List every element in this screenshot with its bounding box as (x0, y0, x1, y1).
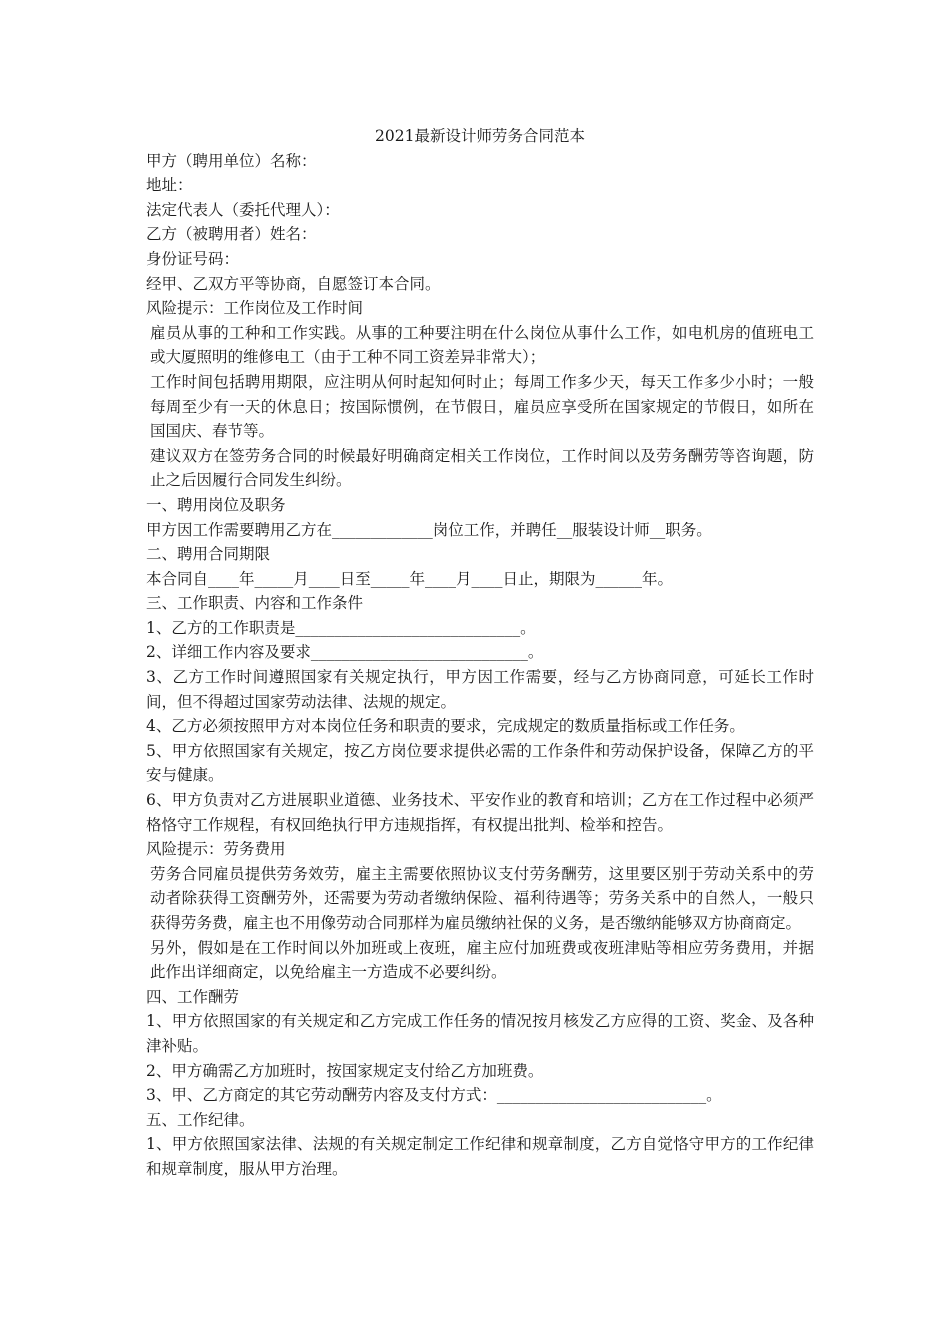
document-body (146, 124, 814, 1182)
agreement-statement: 经甲、乙双方平等协商，自愿签订本合同。 (146, 274, 441, 293)
contract-clause: 1、甲方依照国家法律、法规的有关规定制定工作纪律和规章制度，乙方自觉恪守甲方的工作纪律和规章制度，服从甲方治理。 (146, 1135, 814, 1178)
risk-notice-paragraph: 劳务合同雇员提供劳务效劳，雇主主需要依照协议支付劳务酬劳，这里要区别于劳动关系中的劳动者除获得工资酬劳外，还需要为劳动者缴纳保险、福利待遇等；劳务关系中的自然人，一般只获得劳务费，雇主也不用像劳动合同那样为雇员缴纳社保的义务，是否缴纳能够双方协商商定。 (150, 864, 814, 932)
risk-notice-paragraph: 雇员从事的工种和工作实践。从事的工种要注明在什么岗位从事什么工作，如电机房的值班电工或大厦照明的维修电工（由于工种不同工资差异非常大）； (150, 323, 814, 367)
risk-notice-paragraph: 建议双方在签劳务合同的时候最好明确商定相关工作岗位，工作时间以及劳务酬劳等咨询题，防止之后因履行合同发生纠纷。 (150, 446, 814, 490)
contract-clause: 2、详细工作内容及要求____________________________。 (146, 643, 544, 662)
risk-notice-heading: 风险提示：劳务费用 (146, 840, 286, 859)
contract-clause: 3、甲、乙方商定的其它劳动酬劳内容及支付方式：___________________________。 (146, 1086, 722, 1105)
section-heading: 五、工作纪律。 (146, 1110, 255, 1129)
contract-clause: 1、甲方依照国家的有关规定和乙方完成工作任务的情况按月核发乙方应得的工资、奖金、及各种津补贴。 (146, 1012, 814, 1055)
risk-notice-paragraph: 工作时间包括聘用期限，应注明从何时起知何时止；每周工作多少天，每天工作多少小时；一般每周至少有一天的休息日；按国际惯例，在节假日，雇员应享受所在国家规定的节假日，如所在国国庆、春节等。 (150, 372, 814, 441)
party-b-name-line: 乙方（被聘用者）姓名： (146, 225, 317, 244)
contract-clause: 5、甲方依照国家有关规定，按乙方岗位要求提供必需的工作条件和劳动保护设备，保障乙方的平安与健康。 (146, 741, 814, 785)
contract-clause: 甲方因工作需要聘用乙方在_____________岗位工作，并聘任__服装设计师__职务。 (146, 520, 712, 539)
section-heading: 三、工作职责、内容和工作条件 (146, 594, 364, 613)
contract-clause: 3、乙方工作时间遵照国家有关规定执行，甲方因工作需要，经与乙方协商同意，可延长工作时间，但不得超过国家劳动法律、法规的规定。 (146, 668, 814, 711)
section-heading: 二、聘用合同期限 (146, 545, 271, 564)
contract-clause: 4、乙方必须按照甲方对本岗位任务和职责的要求，完成规定的数质量指标或工作任务。 (146, 717, 745, 736)
section-heading: 四、工作酬劳 (146, 987, 240, 1006)
party-a-name-line: 甲方（聘用单位）名称： (146, 151, 317, 170)
address-line: 地址： (146, 176, 193, 195)
section-heading: 一、聘用岗位及职务 (146, 495, 286, 514)
contract-clause: 1、乙方的工作职责是_____________________________。 (146, 618, 536, 637)
id-number-line: 身份证号码： (146, 249, 240, 268)
contract-clause: 2、甲方确需乙方加班时，按国家规定支付给乙方加班费。 (146, 1061, 544, 1080)
contract-clause: 6、甲方负责对乙方进展职业道德、业务技术、平安作业的教育和培训；乙方在工作过程中必须严格恪守工作规程，有权回绝执行甲方违规指挥，有权提出批判、检举和控告。 (146, 791, 814, 834)
document-title: 2021最新设计师劳务合同范本 (375, 127, 585, 145)
legal-representative-line: 法定代表人（委托代理人）： (146, 200, 340, 219)
risk-notice-heading: 风险提示：工作岗位及工作时间 (146, 299, 364, 318)
risk-notice-paragraph: 另外，假如是在工作时间以外加班或上夜班，雇主应付加班费或夜班津贴等相应劳务费用，并据此作出详细商定，以免给雇主一方造成不必要纠纷。 (150, 938, 814, 982)
contract-clause: 本合同自____年_____月____日至_____年____月____日止，期限为______年。 (146, 569, 674, 588)
